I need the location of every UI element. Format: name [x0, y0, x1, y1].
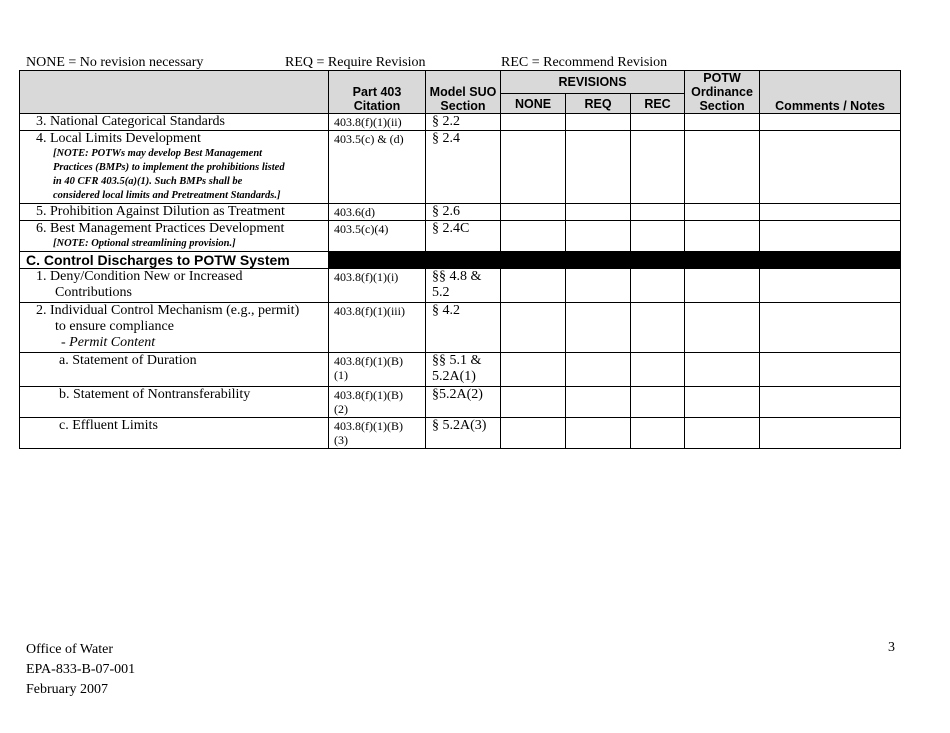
- header-revisions: REVISIONS: [501, 71, 685, 94]
- row-citation: 403.8(f)(1)(i): [329, 269, 426, 303]
- table-row: [20, 303, 901, 353]
- revision-checklist-table: [19, 70, 901, 449]
- footer-date: February 2007: [26, 682, 109, 697]
- table-row: [20, 114, 901, 131]
- row-suo: § 2.4: [426, 131, 501, 204]
- row-note: [NOTE: POTWs may develop Best Management: [53, 148, 263, 159]
- row-citation: 403.8(f)(1)(B) (2): [329, 387, 426, 418]
- header-part403: Part 403 Citation: [329, 71, 426, 114]
- table-row: [20, 204, 901, 221]
- row-suo: § 2.2: [426, 114, 501, 131]
- header-comments: Comments / Notes: [760, 71, 901, 114]
- row-citation: 403.5(c) & (d): [329, 131, 426, 204]
- row-suo: § 5.2A(3): [426, 418, 501, 449]
- table-row: [20, 131, 901, 204]
- page-number: 3: [888, 640, 895, 655]
- header-req: REQ: [566, 94, 631, 114]
- row-label: 1. Deny/Condition New or Increased Contributions: [20, 269, 329, 303]
- table-row: [20, 387, 901, 418]
- header-rec: REC: [631, 94, 685, 114]
- table-row: [20, 353, 901, 387]
- row-label: 4. Local Limits Development [NOTE: POTWs may develop Best Management Practices (BMPs) to implement the prohibitions listed in 40 CFR 403.5(a)(1). Such BMPs shall be considered local limits and Pretreatment Standards.]: [20, 131, 329, 204]
- section-row: [20, 252, 901, 269]
- row-label: 5. Prohibition Against Dilution as Treatment: [20, 204, 329, 221]
- row-citation: 403.5(c)(4): [329, 221, 426, 252]
- header-potw: POTW Ordinance Section: [685, 71, 760, 114]
- legend-rec: REC = Recommend Revision: [501, 55, 668, 70]
- header-item: [20, 71, 329, 114]
- header-none: NONE: [501, 94, 566, 114]
- row-citation: 403.8(f)(1)(B) (1): [329, 353, 426, 387]
- row-suo: §§ 5.1 & 5.2A(1): [426, 353, 501, 387]
- table-row: [20, 221, 901, 252]
- row-citation: 403.8(f)(1)(ii): [329, 114, 426, 131]
- row-suo: § 2.6: [426, 204, 501, 221]
- row-label: c. Effluent Limits: [20, 418, 329, 449]
- legend-req: REQ = Require Revision: [285, 55, 426, 70]
- legend-none: NONE = No revision necessary: [26, 55, 204, 70]
- row-label: 3. National Categorical Standards: [20, 114, 329, 131]
- section-title: C. Control Discharges to POTW System: [20, 252, 329, 269]
- footer: [26, 640, 135, 700]
- row-citation: 403.8(f)(1)(B) (3): [329, 418, 426, 449]
- footer-office: Office of Water: [26, 642, 113, 657]
- header-suo: Model SUO Section: [426, 71, 501, 114]
- row-citation: 403.8(f)(1)(iii): [329, 303, 426, 353]
- row-label: 6. Best Management Practices Development [NOTE: Optional streamlining provision.]: [20, 221, 329, 252]
- row-suo: §5.2A(2): [426, 387, 501, 418]
- header-row: [20, 71, 901, 94]
- table-row: [20, 418, 901, 449]
- row-label: a. Statement of Duration: [20, 353, 329, 387]
- row-citation: 403.6(d): [329, 204, 426, 221]
- row-label: b. Statement of Nontransferability: [20, 387, 329, 418]
- row-suo: §§ 4.8 & 5.2: [426, 269, 501, 303]
- table-row: [20, 269, 901, 303]
- row-suo: § 4.2: [426, 303, 501, 353]
- row-suo: § 2.4C: [426, 221, 501, 252]
- row-note: [NOTE: Optional streamlining provision.]: [53, 238, 236, 249]
- footer-doc-number: EPA-833-B-07-001: [26, 662, 136, 677]
- row-label: 2. Individual Control Mechanism (e.g., permit) to ensure compliance - Permit Content: [20, 303, 329, 353]
